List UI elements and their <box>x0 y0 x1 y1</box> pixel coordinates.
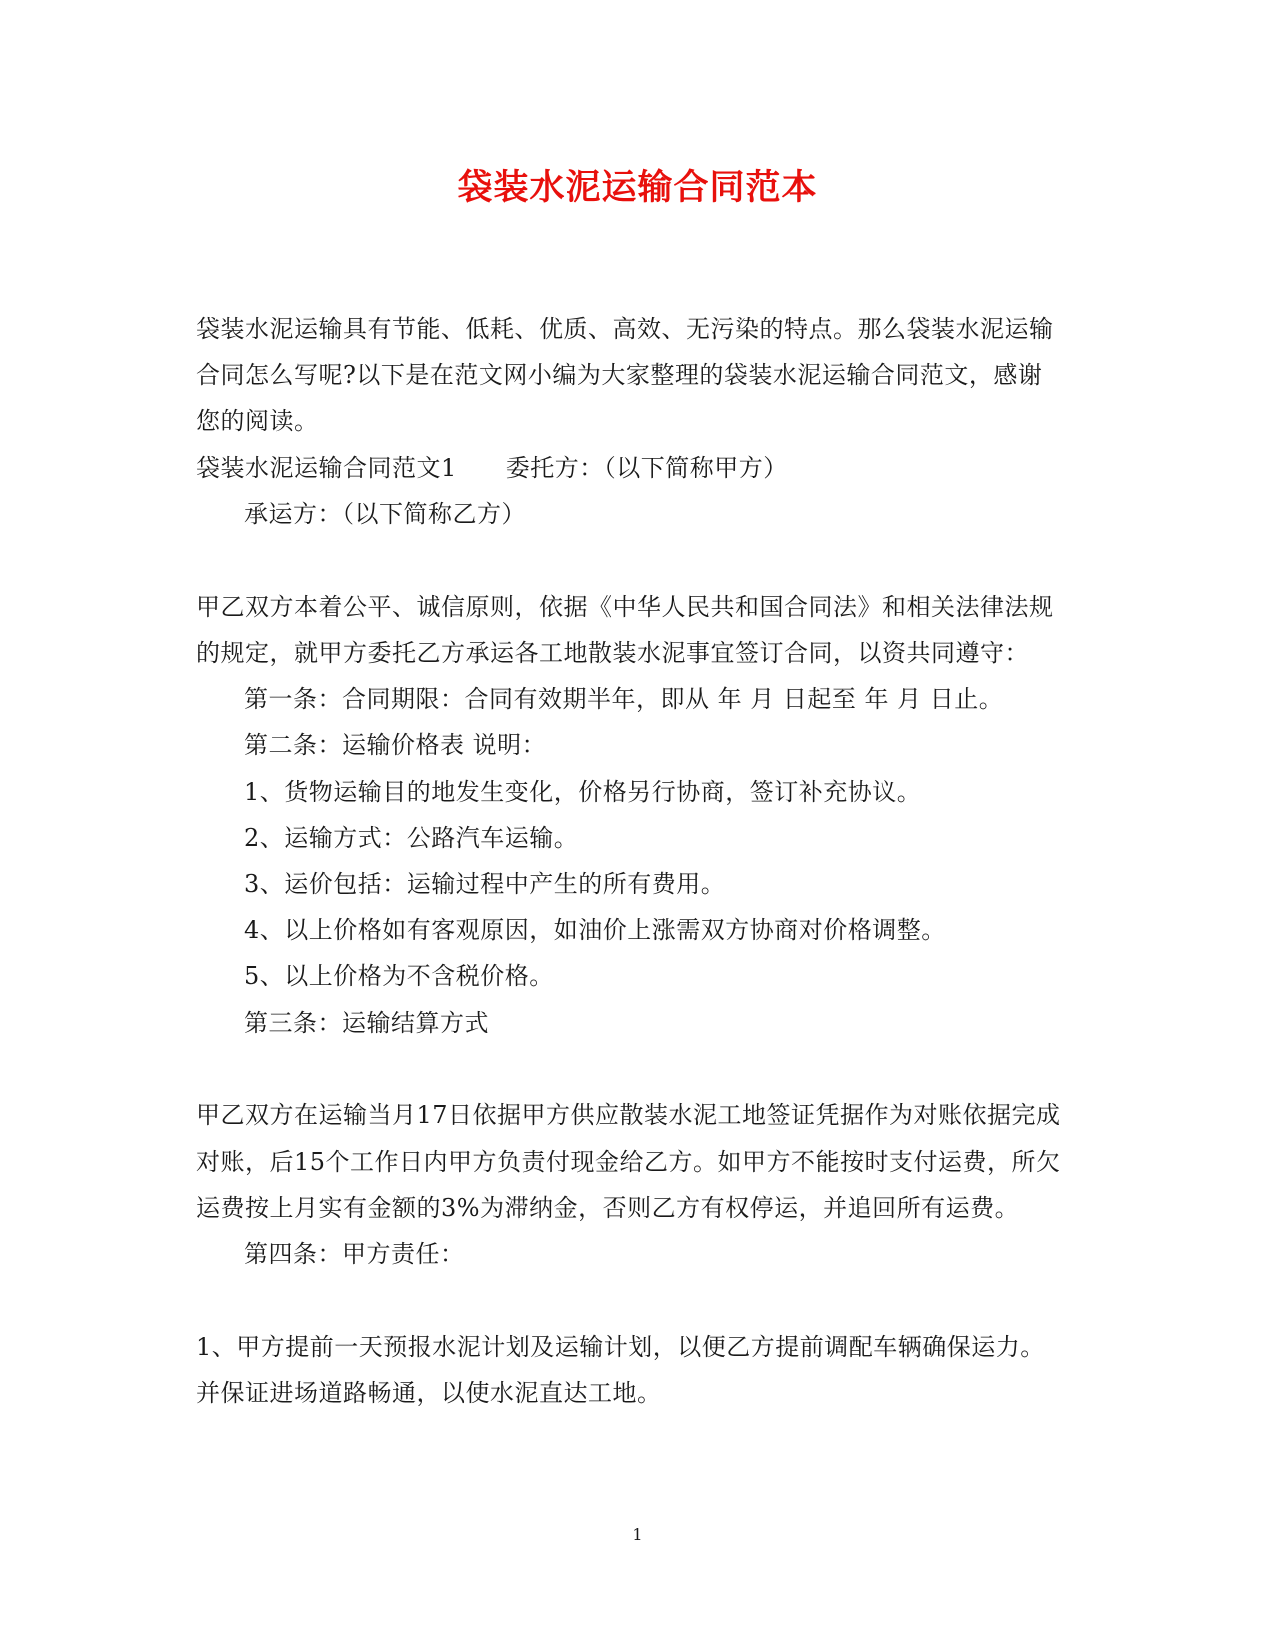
paragraph-line: 第三条：运输结算方式 <box>244 1009 489 1037</box>
paragraph-line: 您的阅读。 <box>196 407 319 435</box>
paragraph-line: 1、货物运输目的地发生变化，价格另行协商，签订补充协议。 <box>244 778 922 806</box>
paragraph-line: 袋装水泥运输具有节能、低耗、优质、高效、无污染的特点。那么袋装水泥运输 <box>196 315 1054 343</box>
paragraph-line: 并保证进场道路畅通，以使水泥直达工地。 <box>196 1379 662 1407</box>
paragraph-line: 承运方：（以下简称乙方） <box>244 500 526 528</box>
paragraph-line: 袋装水泥运输合同范文1 委托方：（以下简称甲方） <box>196 454 788 482</box>
paragraph-line: 第二条：运输价格表 说明： <box>244 731 547 759</box>
page-number: 1 <box>632 1525 643 1544</box>
paragraph-line: 对账，后15个工作日内甲方负责付现金给乙方。如甲方不能按时支付运费，所欠 <box>196 1148 1061 1176</box>
paragraph-line: 的规定，就甲方委托乙方承运各工地散装水泥事宜签订合同，以资共同遵守： <box>196 639 1029 667</box>
paragraph-line: 甲乙双方本着公平、诚信原则，依据《中华人民共和国合同法》和相关法律法规 <box>196 593 1054 621</box>
paragraph-line: 运费按上月实有金额的3%为滞纳金，否则乙方有权停运，并追回所有运费。 <box>196 1194 1020 1222</box>
paragraph-line: 合同怎么写呢?以下是在范文网小编为大家整理的袋装水泥运输合同范文，感谢 <box>196 361 1043 389</box>
document-title: 袋装水泥运输合同范本 <box>457 167 818 208</box>
paragraph-line: 1、甲方提前一天预报水泥计划及运输计划，以便乙方提前调配车辆确保运力。 <box>196 1333 1045 1361</box>
paragraph-line: 4、以上价格如有客观原因，如油价上涨需双方协商对价格调整。 <box>244 916 946 944</box>
paragraph-line: 第四条：甲方责任： <box>244 1240 465 1268</box>
paragraph-line: 甲乙双方在运输当月17日依据甲方供应散装水泥工地签证凭据作为对账依据完成 <box>196 1101 1061 1129</box>
paragraph-line: 3、运价包括：运输过程中产生的所有费用。 <box>244 870 726 898</box>
paragraph-line: 2、运输方式：公路汽车运输。 <box>244 824 579 852</box>
paragraph-line: 5、以上价格为不含税价格。 <box>244 962 554 990</box>
paragraph-line: 第一条：合同期限：合同有效期半年，即从 年 月 日起至 年 月 日止。 <box>244 685 1004 713</box>
